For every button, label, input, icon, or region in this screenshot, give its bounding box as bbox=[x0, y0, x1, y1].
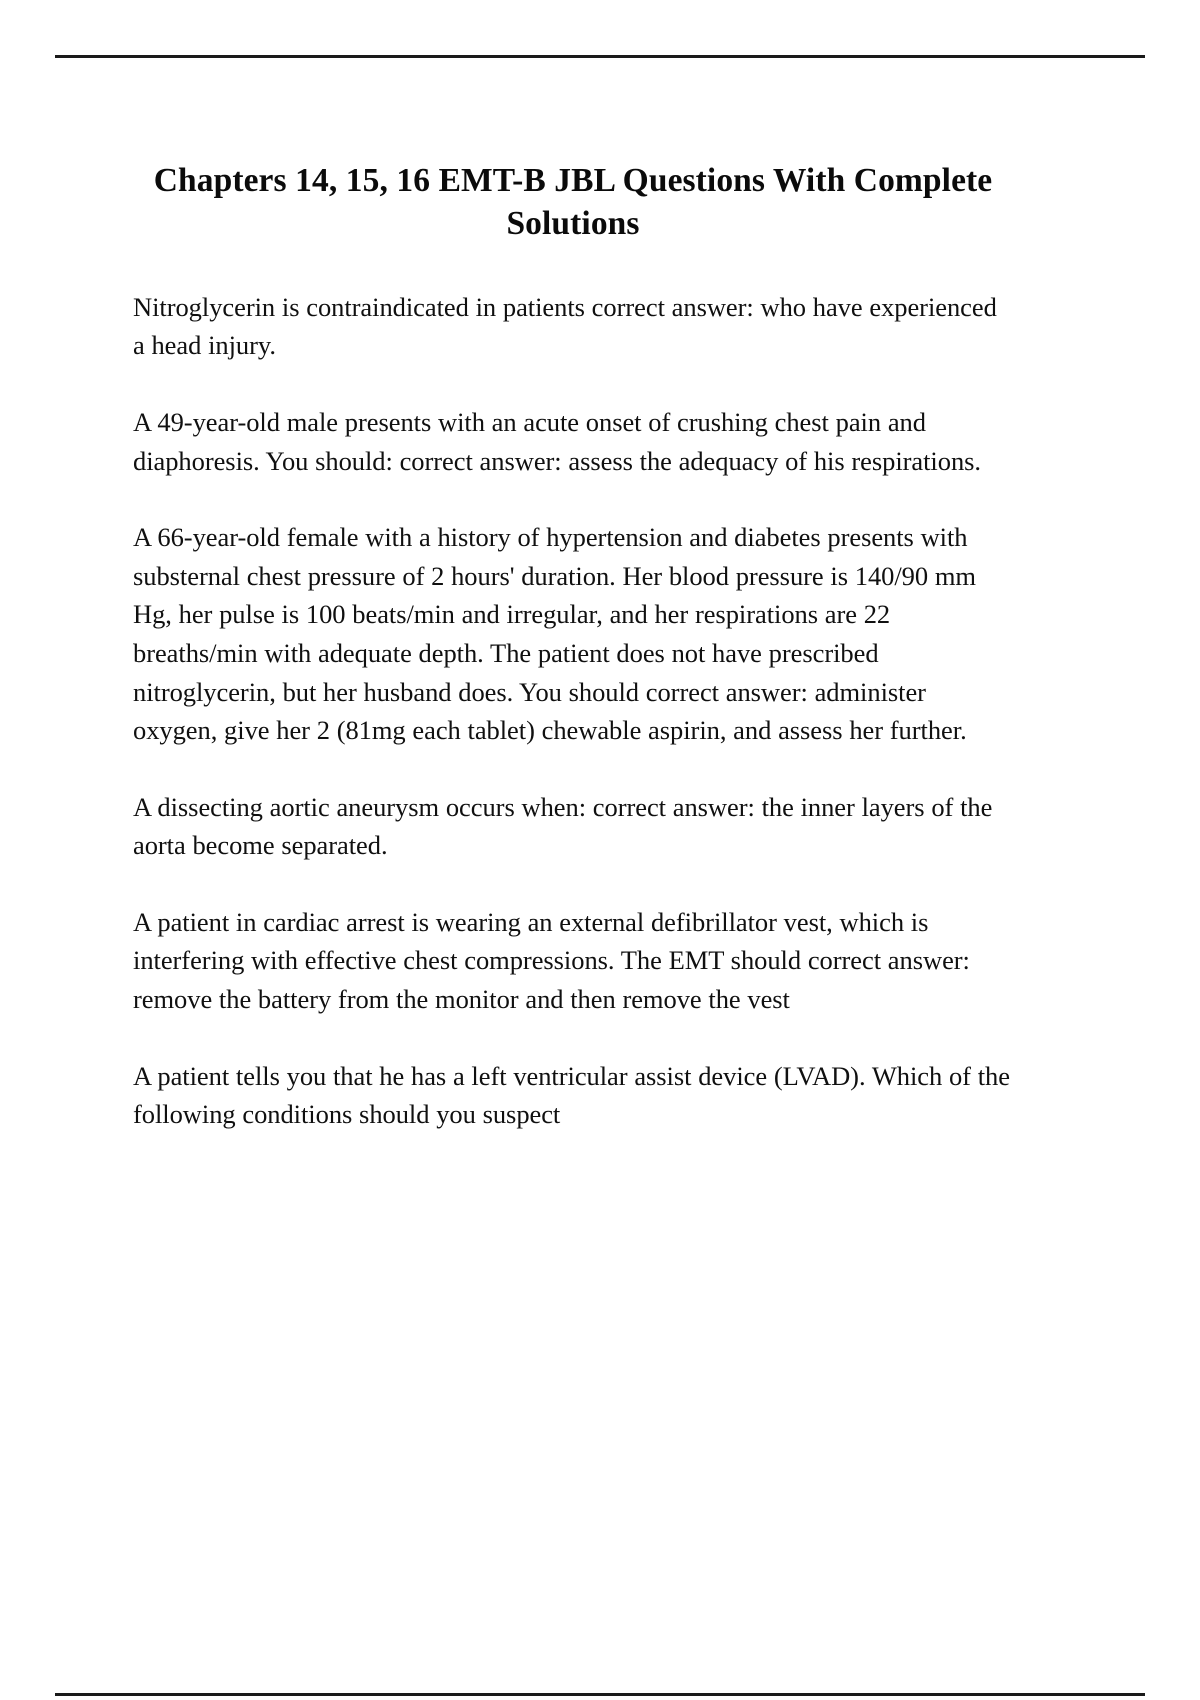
paragraph-1: Nitroglycerin is contraindicated in patients correct answer: who have experienced a head injury. bbox=[133, 291, 997, 361]
footer-divider-rule bbox=[55, 1693, 1145, 1696]
header-divider-rule bbox=[55, 55, 1145, 58]
document-body bbox=[133, 288, 1013, 1134]
paragraph-5: A patient in cardiac arrest is wearing an external defibrillator vest, which is interfering with effective chest compressions. The EMT should correct answer: remove the battery from the monitor and then remove the vest bbox=[133, 906, 970, 1015]
document-content bbox=[133, 160, 1013, 1134]
paragraph-6: A patient tells you that he has a left ventricular assist device (LVAD). Which of the following conditions should you suspect bbox=[133, 1060, 1010, 1130]
paragraph-3: A 66-year-old female with a history of hypertension and diabetes presents with substernal chest pressure of 2 hours' duration. Her blood pressure is 140/90 mm Hg, her pulse is 100 beats/min and irregular, and her respirations are 22 breaths/min with adequate depth. The patient does not have prescribed nitroglycerin, but her husband does. You should correct answer: administer oxygen, give her 2 (81mg each tablet) chewable aspirin, and assess her further. bbox=[133, 522, 976, 746]
page-title: Chapters 14, 15, 16 EMT-B JBL Questions With Complete Solutions bbox=[153, 162, 993, 242]
paragraph-4: A dissecting aortic aneurysm occurs when: correct answer: the inner layers of the aorta become separated. bbox=[133, 791, 993, 861]
paragraph-2: A 49-year-old male presents with an acute onset of crushing chest pain and diaphoresis. You should: correct answer: assess the adequacy of his respirations. bbox=[133, 406, 981, 476]
